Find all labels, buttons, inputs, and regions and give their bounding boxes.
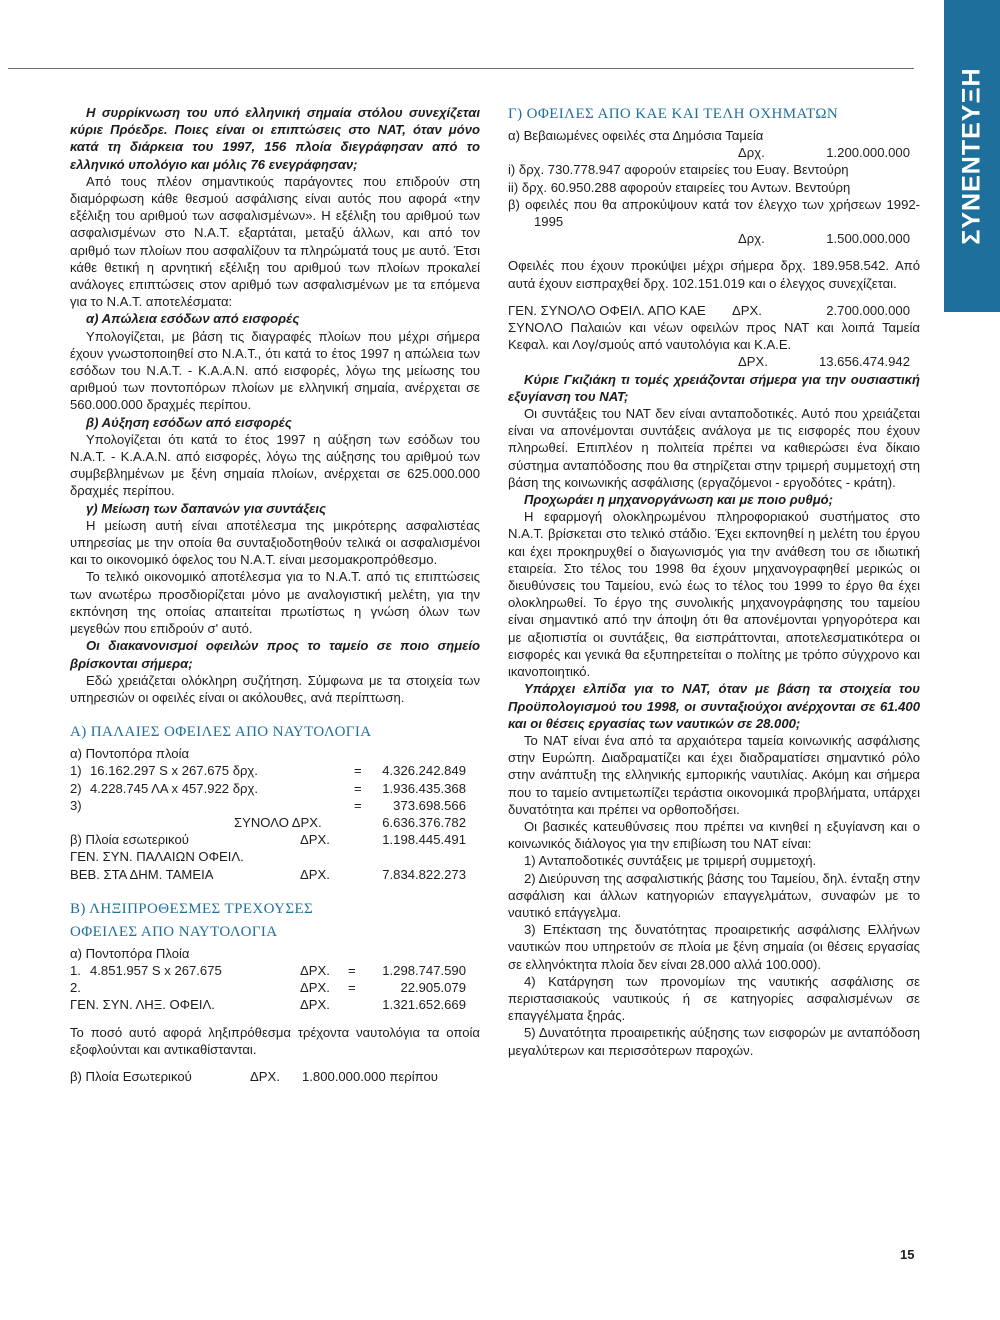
section-c-total-amount xyxy=(508,353,920,370)
total-value: 6.636.376.782 xyxy=(382,814,466,830)
section-c-b: β) οφειλές που θα απροκύψουν κατά τον έλεγχο των χρήσεων 1992-1995 xyxy=(508,196,920,230)
veb-value: 7.834.822.273 xyxy=(382,866,466,882)
veb-currency: ΔΡΧ. xyxy=(300,866,330,882)
section-a-gen: ΓΕΝ. ΣΥΝ. ΠΑΛΑΙΩΝ ΟΦΕΙΛ. xyxy=(70,849,244,865)
gen-currency: ΔΡΧ. xyxy=(732,302,762,318)
answer-4: Η εφαρμογή ολοκληρωμένου πληροφοριακού συστήματος στο Ν.Α.Τ. βρίσκεται στο τελικό στάδιο. Έχει εκπονηθεί η μελέτη του έργου και έχει προκηρυχθεί ο διαγωνισμός για την ανάθεση του σε ιδιωτική εταιρεία. Στο τέλος του 1998 θα έχουν μηχανογραφηθεί μερικώς οι διευθύνσεις του Ταμείου, ενώ έως το τέλος του 1999 το έργο θα έχει ολοκληρωθεί. Το έργο της συνολικής μηχανογράφησης του ταμείου είναι σημαντικό από την άποψη ότι θα απονέμονται γρηγορότερα και με αξιοπιστία οι συντάξεις, θα εισπράττονται, αποτελεσματικότερα οι εισφορές και γενικά θα εξυπηρετείται ο πολίτης με τρόπο σύγχρονο και ικανοποιητικό. xyxy=(508,509,920,680)
row-value: 4.326.242.849 xyxy=(382,763,466,779)
section-tab-label: ΣΥΝΕΝΤΕΥΞΗ xyxy=(957,67,986,245)
gen-currency: ΔΡΧ. xyxy=(300,997,330,1013)
paragraph-2: Υπολογίζεται ότι κατά το έτος 1997 η αύξηση των εσόδων του Ν.Α.Τ. - Κ.Α.Α.Ν. από εισφορές, λόγω της αύξησης του αριθμού των συμβεβλημένων με ξένη σημαία πλοίων, ανέρχεται σε 625.000.000 δραχμές περίπου. xyxy=(70,431,480,499)
answer-5a: Το ΝΑΤ είναι ένα από τα αρχαιότερα ταμεία κοινωνικής ασφάλισης στην Ευρώπη. Διαδραματίζει και έχει διαδραματίσει σημαντικό ρόλο στην ανάπτυξη της ελληνικής εμπορικής ναυτιλίας. Ακόμη και σήμερα που το ταμείο αντιμετωπίζει τεράστια οικονομικά προβλήματα, υπάρχει δυνατότητα και πρέπει να ορθοποδήσει. xyxy=(508,732,920,817)
row-value: 1.936.435.368 xyxy=(382,780,466,796)
row-value: 373.698.566 xyxy=(393,797,466,813)
question-3: Κύριε Γκιζιάκη τι τομές χρειάζονται σήμερα για την ουσιαστική εξυγίανση του ΝΑΤ; xyxy=(508,371,920,404)
list-item-2: 2) Διεύρυνση της ασφαλιστικής βάσης του Ταμείου, δηλ. ένταξη στην ασφάλιση και άλλων κατηγοριών επαγγελμάτων, συναφών με το ναυτικό επάγγελμα. xyxy=(508,870,920,920)
row-number: 1) xyxy=(70,763,82,779)
gen-label: ΓΕΝ. ΣΥΝΟΛΟ ΟΦΕΙΛ. ΑΠΟ ΚΑΕ xyxy=(508,302,706,318)
paragraph-5: Εδώ χρειάζεται ολόκληρη συζήτηση. Σύμφωνα με τα στοιχεία των υπηρεσιών οι οφειλές είναι οι ακόλουθες, ανά περίπτωση. xyxy=(70,672,480,705)
b-currency: Δρχ. xyxy=(738,231,765,247)
total-value: 13.656.474.942 xyxy=(818,354,910,370)
section-b-row-2 xyxy=(70,979,480,996)
row-number: 2. xyxy=(70,980,81,996)
paragraph-1: Υπολογίζεται, με βάση τις διαγραφές πλοίων που μέχρι σήμερα έχουν γνωστοποιηθεί στο Ν.Α.Τ., ότι κατά το έτος 1997 η απώλεια των εσόδων του Ν.Α.Τ. - Κ.Α.Α.Ν. από εισφορές, λόγω της μείωσης του αριθμού των ποντοπόρων πλοίων με ελληνική σημαία, ανέρχεται σε 560.000.000 δραχμές περίπου. xyxy=(70,328,480,413)
list-item-1: 1) Ανταποδοτικές συντάξεις με τριμερή συμμετοχή. xyxy=(524,853,817,869)
question-5: Υπάρχει ελπίδα για το ΝΑΤ, όταν με βάση τα στοιχεία του Προϋπολογισμού του 1998, οι συνταξιούχοι ανέρχονται σε 61.400 και οι θέσεις εργασίας των ναυτικών σε 28.000; xyxy=(508,681,920,731)
section-c-b-amount xyxy=(508,230,920,247)
section-c-a-amount xyxy=(508,144,920,161)
b-value: 1.198.445.491 xyxy=(382,832,466,848)
paragraph-3: Η μείωση αυτή είναι αποτέλεσμα της μικρότερης ασφαλιστέας υπηρεσίας με την οποία θα συνταξιοδοτηθούν τελικά οι ασφαλισμένοι και το οικονομικό όφελος του Ν.Α.Τ. είναι μεσομακροπρόθεσμο. xyxy=(70,517,480,568)
row-number: 1. xyxy=(70,962,81,978)
section-a-row-2 xyxy=(70,780,480,797)
section-a-row-1 xyxy=(70,762,480,779)
list-item-5: 5) Δυνατότητα προαιρετικής αύξησης των εισφορών με ανταπόδοση μεγαλύτερων και περισσότερων παροχών. xyxy=(508,1025,920,1058)
veb-label: ΒΕΒ. ΣΤΑ ΔΗΜ. ΤΑΜΕΙΑ xyxy=(70,866,214,882)
row-eq: = xyxy=(354,780,362,796)
subheading-1: α) Απώλεια εσόδων από εισφορές xyxy=(86,311,300,327)
section-c-ii: ii) δρχ. 60.950.288 αφορούν εταιρείες του Αντων. Βεντούρη xyxy=(508,179,851,195)
section-b-title-1: Β) ΛΗΞΙΠΡΟΘΕΣΜΕΣ ΤΡΕΧΟΥΣΕΣ xyxy=(70,900,314,917)
section-a-row-3 xyxy=(70,797,480,814)
row-number: 2) xyxy=(70,780,82,796)
answer-1: Από τους πλέον σημαντικούς παράγοντες που επιδρούν στη διαμόρφωση κάθε θεσμού ασφάλισης είναι αυτός που αφορά «την εξέλιξη του αριθμού των ασφαλισμένων». Η εξέλιξη του αριθμού των ασφαλισμένων στο Ν.Α.Τ. εξαρτάται, μεταξύ άλλων, και από τον αριθμό των πλοίων που ασφαλίζουν τα πληρώματά τους με αυτό. Έτσι κάθε θετική η αρνητική εξέλιξη του αριθμού των πλοίων προκαλεί ανάλογες επιπτώσεις στον αριθμό των ασφαλισμένων με τα επόμενα για το Ν.Α.Τ. αποτελέσματα: xyxy=(70,173,480,310)
b-label: β) Πλοία Εσωτερικού xyxy=(70,1068,192,1084)
b-value: 1.800.000.000 περίπου xyxy=(302,1068,438,1084)
section-c-a: α) Βεβαιωμένες οφειλές στα Δημόσια Ταμεία xyxy=(508,128,764,143)
section-tab xyxy=(944,0,1000,312)
section-c-paragraph: Οφειλές που έχουν προκύψει μέχρι σήμερα δρχ. 189.958.542. Από αυτά έχουν εισπραχθεί δρχ. 102.151.019 και ο έλεγχος συνεχίζεται. xyxy=(508,258,920,291)
row-value: 1.298.747.590 xyxy=(382,962,466,978)
row-desc: 4.851.957 S x 267.675 xyxy=(90,962,222,978)
section-c-title: Γ) ΟΦΕΙΛΕΣ ΑΠΟ ΚΑΕ ΚΑΙ ΤΕΛΗ ΟΧΗΜΑΤΩΝ xyxy=(508,106,839,122)
section-a-veb-row xyxy=(70,866,480,883)
row-number: 3) xyxy=(70,797,82,813)
subheading-2: β) Αύξηση εσόδων από εισφορές xyxy=(86,414,292,430)
gen-value: 2.700.000.000 xyxy=(826,302,910,318)
list-item-3: 3) Επέκταση της δυνατότητας προαιρετικής ασφάλισης Ελλήνων ναυτικών που υπηρετούν σε πλοία με ξένη σημαία (οι θέσεις εργασίας σε ελληνόκτητα πλοία δεν είναι 28.000 αλλά 100.000). xyxy=(508,922,920,972)
section-b-row-1 xyxy=(70,962,480,979)
left-column xyxy=(70,104,480,1085)
gen-value: 1.321.652.669 xyxy=(382,997,466,1013)
b-currency: ΔΡΧ. xyxy=(300,832,330,848)
gen-label: ΓΕΝ. ΣΥΝ. ΛΗΞ. ΟΦΕΙΛ. xyxy=(70,997,215,1013)
right-column xyxy=(508,104,920,1059)
answer-3: Οι συντάξεις του ΝΑΤ δεν είναι ανταποδοτικές. Αυτό που χρειάζεται είναι να απονέμονται συντάξεις ανάλογα με τις εισφορές που έχουν πληρωθεί. Επιπλέον η πολιτεία πρέπει να καθιερώσει ένα δίκαιο σύστημα ανταπόδοσης που θα στηρίζεται στην τριμερή συμμετοχή στη βάση της κοινωνικής ασφάλισης (εργαζόμενοι - εργοδότες - κράτη). xyxy=(508,406,920,490)
section-a-total xyxy=(70,814,480,831)
question-4: Προχωράει η μηχανοργάνωση και με ποιο ρυθμό; xyxy=(524,492,833,508)
section-b-title-2: ΟΦΕΙΛΕΣ ΑΠΟ ΝΑΥΤΟΛΟΓΙΑ xyxy=(70,923,278,940)
section-b-gen-row xyxy=(70,996,480,1013)
subheading-3: γ) Μείωση των δαπανών για συντάξεις xyxy=(86,500,327,516)
section-a-b-row xyxy=(70,831,480,848)
list-item-4: 4) Κατάργηση των προνομίων της ναυτικής ασφάλισης σε περιστασιακούς ναυτικούς ή σε κατηγορίες ασφαλισμένων σε επαγγέλματα ξηράς. xyxy=(508,973,920,1024)
row-eq: = xyxy=(354,797,362,813)
section-b-sub: α) Ποντοπόρα Πλοία xyxy=(70,945,190,961)
b-value: 1.500.000.000 xyxy=(826,231,910,247)
total-label: ΣΥΝΟΛΟ ΔΡΧ. xyxy=(234,814,322,830)
row-currency: ΔΡΧ. xyxy=(300,962,330,978)
a-value: 1.200.000.000 xyxy=(826,145,910,161)
row-value: 22.905.079 xyxy=(400,980,466,996)
row-desc: 4.228.745 ΛΑ x 457.922 δρχ. xyxy=(90,780,258,796)
row-eq: = xyxy=(348,962,356,978)
a-currency: Δρχ. xyxy=(738,145,765,161)
section-a-sub: α) Ποντοπόρα πλοία xyxy=(70,746,190,762)
row-eq: = xyxy=(348,980,356,996)
section-c-gen-row xyxy=(508,302,920,319)
row-desc: 16.162.297 S x 267.675 δρχ. xyxy=(90,763,258,779)
row-eq: = xyxy=(354,763,362,779)
section-b-b-row xyxy=(70,1068,480,1085)
header-rule xyxy=(8,68,914,69)
b-currency: ΔΡΧ. xyxy=(250,1068,280,1084)
question-2: Οι διακανονισμοί οφειλών προς το ταμείο σε ποιο σημείο βρίσκονται σήμερα; xyxy=(70,638,480,671)
question-1: Η συρρίκνωση του υπό ελληνική σημαία στόλου συνεχίζεται κύριε Πρόεδρε. Ποιες είναι οι επιπτώσεις στο ΝΑΤ, όταν μόνο κατά τη διάρκεια του 1997, 156 πλοία διεγράφησαν από το ελληνικό υπολόγιο και μόλις 76 ενεγράφησαν; xyxy=(70,105,480,172)
paragraph-4: Το τελικό οικονομικό αποτέλεσμα για το Ν.Α.Τ. από τις επιπτώσεις των ανωτέρω προσδιορίζεται μόνο με αναλογιστική μελέτη, για την εκπόνηση της οποίας απαιτείται πρωτίστως η γνώση όλων των μεγεθών που επιδρούν σ' αυτό. xyxy=(70,569,480,637)
answer-5b: Οι βασικές κατευθύνσεις που πρέπει να κινηθεί η εξυγίανση και ο κοινωνικός διάλογος για την επιβίωση του ΝΑΤ είναι: xyxy=(508,818,920,852)
page-number: 15 xyxy=(900,1247,915,1262)
row-currency: ΔΡΧ. xyxy=(300,980,330,996)
b-label: β) Πλοία εσωτερικού xyxy=(70,832,189,848)
section-c-total-text: ΣΥΝΟΛΟ Παλαιών και νέων οφειλών προς ΝΑΤ και λοιπά Ταμεία Κεφαλ. και Λογ/σμούς από ναυτολόγια και Κ.Α.Ε. xyxy=(508,320,920,353)
section-c-i: i) δρχ. 730.778.947 αφορούν εταιρείες του Ευαγ. Βεντούρη xyxy=(508,162,849,178)
section-b-note: Το ποσό αυτό αφορά ληξιπρόθεσμα τρέχοντα ναυτολόγια τα οποία εξοφλούνται και αντικαθίστανται. xyxy=(70,1024,480,1057)
section-a-title: Α) ΠΑΛΑΙΕΣ ΟΦΕΙΛΕΣ ΑΠΟ ΝΑΥΤΟΛΟΓΙΑ xyxy=(70,724,372,741)
total-currency: ΔΡΧ. xyxy=(738,354,768,370)
